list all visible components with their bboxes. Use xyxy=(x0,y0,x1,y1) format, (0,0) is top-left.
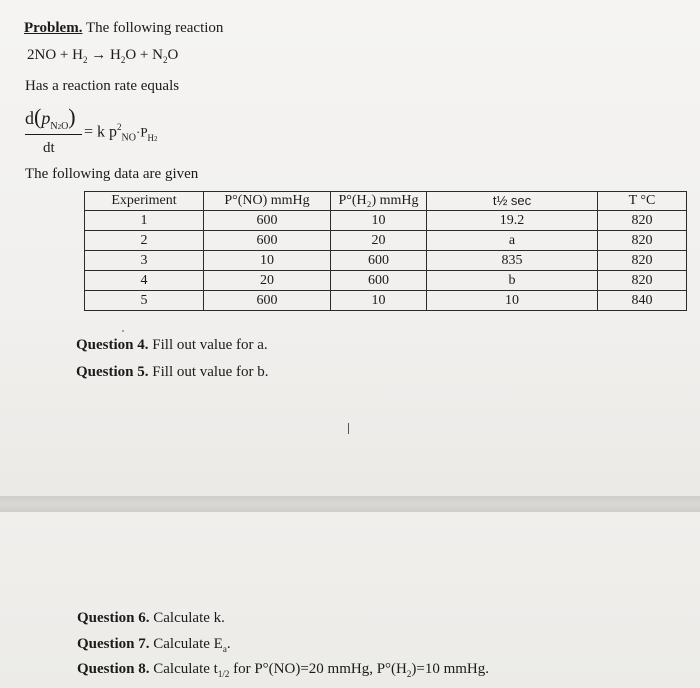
table-cell: 10 xyxy=(331,291,427,311)
table-cell: 3 xyxy=(85,251,204,271)
document-page-2 xyxy=(0,512,700,688)
question-8-rest: for P°(NO)=20 mmHg, P°(H xyxy=(229,661,407,677)
eq-reactants: 2NO + H xyxy=(27,47,83,63)
problem-statement xyxy=(24,20,223,37)
question-5-text: Fill out value for b. xyxy=(148,364,269,380)
rate-rhs xyxy=(84,122,158,144)
rate-p-h2: ·P xyxy=(135,124,148,140)
open-paren: ( xyxy=(34,104,42,129)
header-temperature: T °C xyxy=(598,192,687,211)
question-8-text: Calculate t xyxy=(149,661,218,677)
rate-denominator: dt xyxy=(43,140,55,156)
stray-dot xyxy=(122,330,124,332)
rate-sub-no: NO xyxy=(121,132,136,144)
rate-numerator xyxy=(25,104,76,132)
page-gap xyxy=(0,496,700,512)
data-table xyxy=(84,191,687,311)
table-row xyxy=(85,271,687,291)
rate-exp: 2 xyxy=(117,122,122,132)
table-row xyxy=(85,231,687,251)
table-cell: 10 xyxy=(427,291,598,311)
question-8-end: )=10 mmHg. xyxy=(411,661,490,677)
rate-sub-h: H xyxy=(147,132,155,143)
rate-d: d xyxy=(25,108,34,128)
question-7-sub: a xyxy=(222,644,227,654)
table-header-row xyxy=(85,192,687,211)
table-cell: 2 xyxy=(85,231,204,251)
question-4-label: Question 4. xyxy=(76,337,149,353)
table-cell: 600 xyxy=(204,291,331,311)
question-7 xyxy=(77,636,231,654)
rate-text: Has a reaction rate equals xyxy=(25,78,180,94)
question-6-text: Calculate k. xyxy=(149,610,225,626)
eq-sub: 2 xyxy=(82,55,88,65)
rate-sub-2: 2 xyxy=(154,134,158,143)
close-paren: ) xyxy=(68,104,76,129)
question-8-label: Question 8. xyxy=(77,661,150,677)
table-cell: 820 xyxy=(598,251,687,271)
table-cell: a xyxy=(427,231,598,251)
table-cell: 840 xyxy=(598,291,687,311)
question-8-sub2: 2 xyxy=(406,669,412,679)
question-8 xyxy=(77,661,489,679)
header-experiment: Experiment xyxy=(85,192,204,211)
table-cell: 19.2 xyxy=(427,211,598,231)
eq-arrow: → H xyxy=(87,47,121,63)
table-cell: 600 xyxy=(204,231,331,251)
table-cell: 20 xyxy=(331,231,427,251)
given-text: The following data are given xyxy=(25,166,199,182)
table-cell: 4 xyxy=(85,271,204,291)
rate-k: = k p xyxy=(84,123,118,141)
rate-sub: O xyxy=(61,120,69,132)
table-cell: 820 xyxy=(598,211,687,231)
eq-sub: 2 xyxy=(120,55,126,65)
table-cell: 5 xyxy=(85,291,204,311)
header-p-h2: P°(H₂) mmHg xyxy=(331,192,427,211)
eq-products: O + N xyxy=(125,47,163,63)
table-cell: 600 xyxy=(331,251,427,271)
table-row xyxy=(85,251,687,271)
rate-sub: N xyxy=(50,120,58,132)
table-cell: b xyxy=(427,271,598,291)
question-6-label: Question 6. xyxy=(77,610,150,626)
table-cell: 835 xyxy=(427,251,598,271)
question-4 xyxy=(76,337,268,354)
eq-sub: 2 xyxy=(162,55,168,65)
table-cell: 600 xyxy=(331,271,427,291)
fraction-bar xyxy=(25,134,82,135)
question-6 xyxy=(77,610,225,627)
question-4-text: Fill out value for a. xyxy=(148,337,268,353)
table-cell: 820 xyxy=(598,271,687,291)
table-row xyxy=(85,211,687,231)
question-5 xyxy=(76,364,269,381)
table-cell: 600 xyxy=(204,211,331,231)
rate-sub: 2 xyxy=(57,122,62,131)
question-5-label: Question 5. xyxy=(76,364,149,380)
question-7-end: . xyxy=(226,636,231,652)
problem-label: Problem. xyxy=(24,20,83,36)
header-half-life: t½ sec xyxy=(427,192,598,211)
header-p-no: P°(NO) mmHg xyxy=(204,192,331,211)
eq-products-end: O xyxy=(167,47,179,63)
table-row xyxy=(85,291,687,311)
table-cell: 10 xyxy=(204,251,331,271)
table-cell: 820 xyxy=(598,231,687,251)
problem-intro: The following reaction xyxy=(82,20,224,36)
reaction-equation xyxy=(27,47,178,65)
question-7-label: Question 7. xyxy=(77,636,150,652)
text-cursor xyxy=(348,423,349,434)
question-7-text: Calculate E xyxy=(149,636,223,652)
question-8-sub: 1/2 xyxy=(217,669,230,679)
table-cell: 1 xyxy=(85,211,204,231)
rate-p: p xyxy=(41,108,51,128)
table-cell: 10 xyxy=(331,211,427,231)
table-cell: 20 xyxy=(204,271,331,291)
